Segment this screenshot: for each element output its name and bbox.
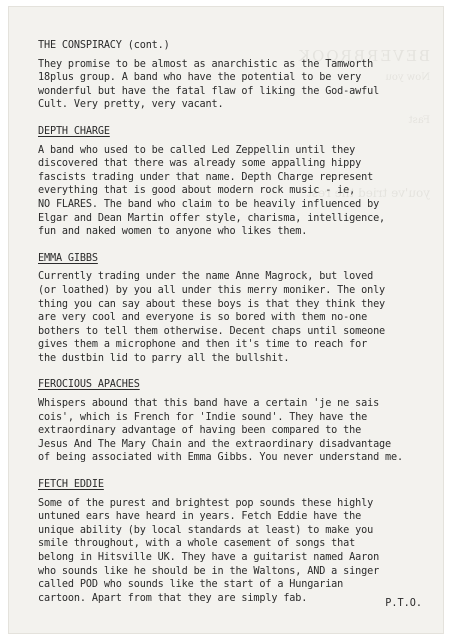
text-line: belong in Hitsville UK. They have a guitarist named Aaron bbox=[38, 552, 380, 563]
section-fetch-eddie bbox=[38, 478, 443, 605]
section-heading: DEPTH CHARGE bbox=[38, 125, 110, 137]
section-ferocious-apaches bbox=[38, 378, 443, 465]
text-line: Jesus And The Mary Chain and the extraordinary disadvantage bbox=[38, 438, 392, 450]
text-line: Whispers abound that this band have a certain 'je ne sais bbox=[38, 398, 380, 410]
document-page bbox=[8, 6, 444, 634]
text-line: cois', which is French for 'Indie sound'. They have the bbox=[38, 411, 368, 423]
text-line: the dustbin lid to parry all the bullshit. bbox=[38, 352, 290, 364]
text-line: thing you can say about these boys is that they think they bbox=[38, 298, 386, 310]
section-paragraph bbox=[38, 144, 443, 239]
text-line: discovered that there was already some appalling hippy bbox=[38, 158, 362, 170]
page-turn-note: P.T.O. bbox=[385, 598, 422, 609]
text-line: of being associated with Emma Gibbs. You never understand me. bbox=[38, 452, 403, 464]
section-depth-charge bbox=[38, 125, 443, 239]
text-line: everything that is good about modern rock music - ie, bbox=[38, 185, 356, 197]
page-title: THE CONSPIRACY (cont.) bbox=[38, 40, 170, 51]
text-line: bothers to tell them otherwise. Decent chaps until someone bbox=[38, 325, 386, 337]
section-paragraph bbox=[38, 397, 443, 465]
ghost-line: Fast bbox=[408, 115, 430, 126]
text-line: smile throughout, with a whole casement of songs that bbox=[38, 538, 356, 550]
text-line: fun and naked women to anyone who likes them. bbox=[38, 226, 308, 238]
text-line: (or loathed) by you all under this merry moniker. The only bbox=[38, 284, 386, 296]
text-line: are very cool and everyone is so bored with them no-one bbox=[38, 312, 368, 324]
section-heading: FETCH EDDIE bbox=[38, 479, 104, 491]
text-line: unique ability (by local standards at least) to make you bbox=[38, 524, 374, 536]
text-line: Currently trading under the name Anne Magrock, but loved bbox=[38, 271, 374, 283]
text-line: Elgar and Dean Martin offer style, charisma, intelligence, bbox=[38, 212, 386, 224]
text-line: 18plus group. A band who have the potential to be very bbox=[38, 72, 362, 84]
text-line: gives them a microphone and then it's time to reach for bbox=[38, 339, 368, 351]
ghost-line: BEVERBROOK bbox=[296, 47, 430, 65]
text-line: extraordinary advantage of having been compared to the bbox=[38, 425, 362, 437]
intro-paragraph bbox=[38, 58, 443, 112]
text-line: fascists trading under that name. Depth Charge represent bbox=[38, 171, 374, 183]
ghost-line: you've tried the rest bbox=[306, 186, 430, 200]
article-body bbox=[38, 39, 443, 618]
intro-section bbox=[38, 39, 443, 112]
text-line: A band who used to be called Led Zeppellin until they bbox=[38, 144, 356, 156]
text-line: called POD who sounds like the start of a Hungarian bbox=[38, 579, 344, 591]
ghost-line: Now you bbox=[385, 72, 430, 83]
text-line: wonderful but have the fatal flaw of liking the God-awful bbox=[38, 85, 380, 97]
text-line: They promise to be almost as anarchistic as the Tamworth bbox=[38, 58, 374, 70]
section-emma-gibbs bbox=[38, 252, 443, 366]
text-line: cartoon. Apart from that they are simply fab. bbox=[38, 592, 308, 604]
section-paragraph bbox=[38, 270, 443, 365]
section-paragraph bbox=[38, 497, 443, 606]
text-line: untuned ears have heard in years. Fetch Eddie have the bbox=[38, 511, 362, 523]
text-line: Cult. Very pretty, very vacant. bbox=[38, 99, 224, 111]
section-heading: FEROCIOUS APACHES bbox=[38, 379, 140, 391]
text-line: Some of the purest and brightest pop sounds these highly bbox=[38, 497, 374, 509]
text-line: NO FLARES. The band who claim to be heavily influenced by bbox=[38, 198, 380, 210]
section-heading: EMMA GIBBS bbox=[38, 252, 98, 264]
text-line: who sounds like he should be in the Waltons, AND a singer bbox=[38, 565, 380, 577]
